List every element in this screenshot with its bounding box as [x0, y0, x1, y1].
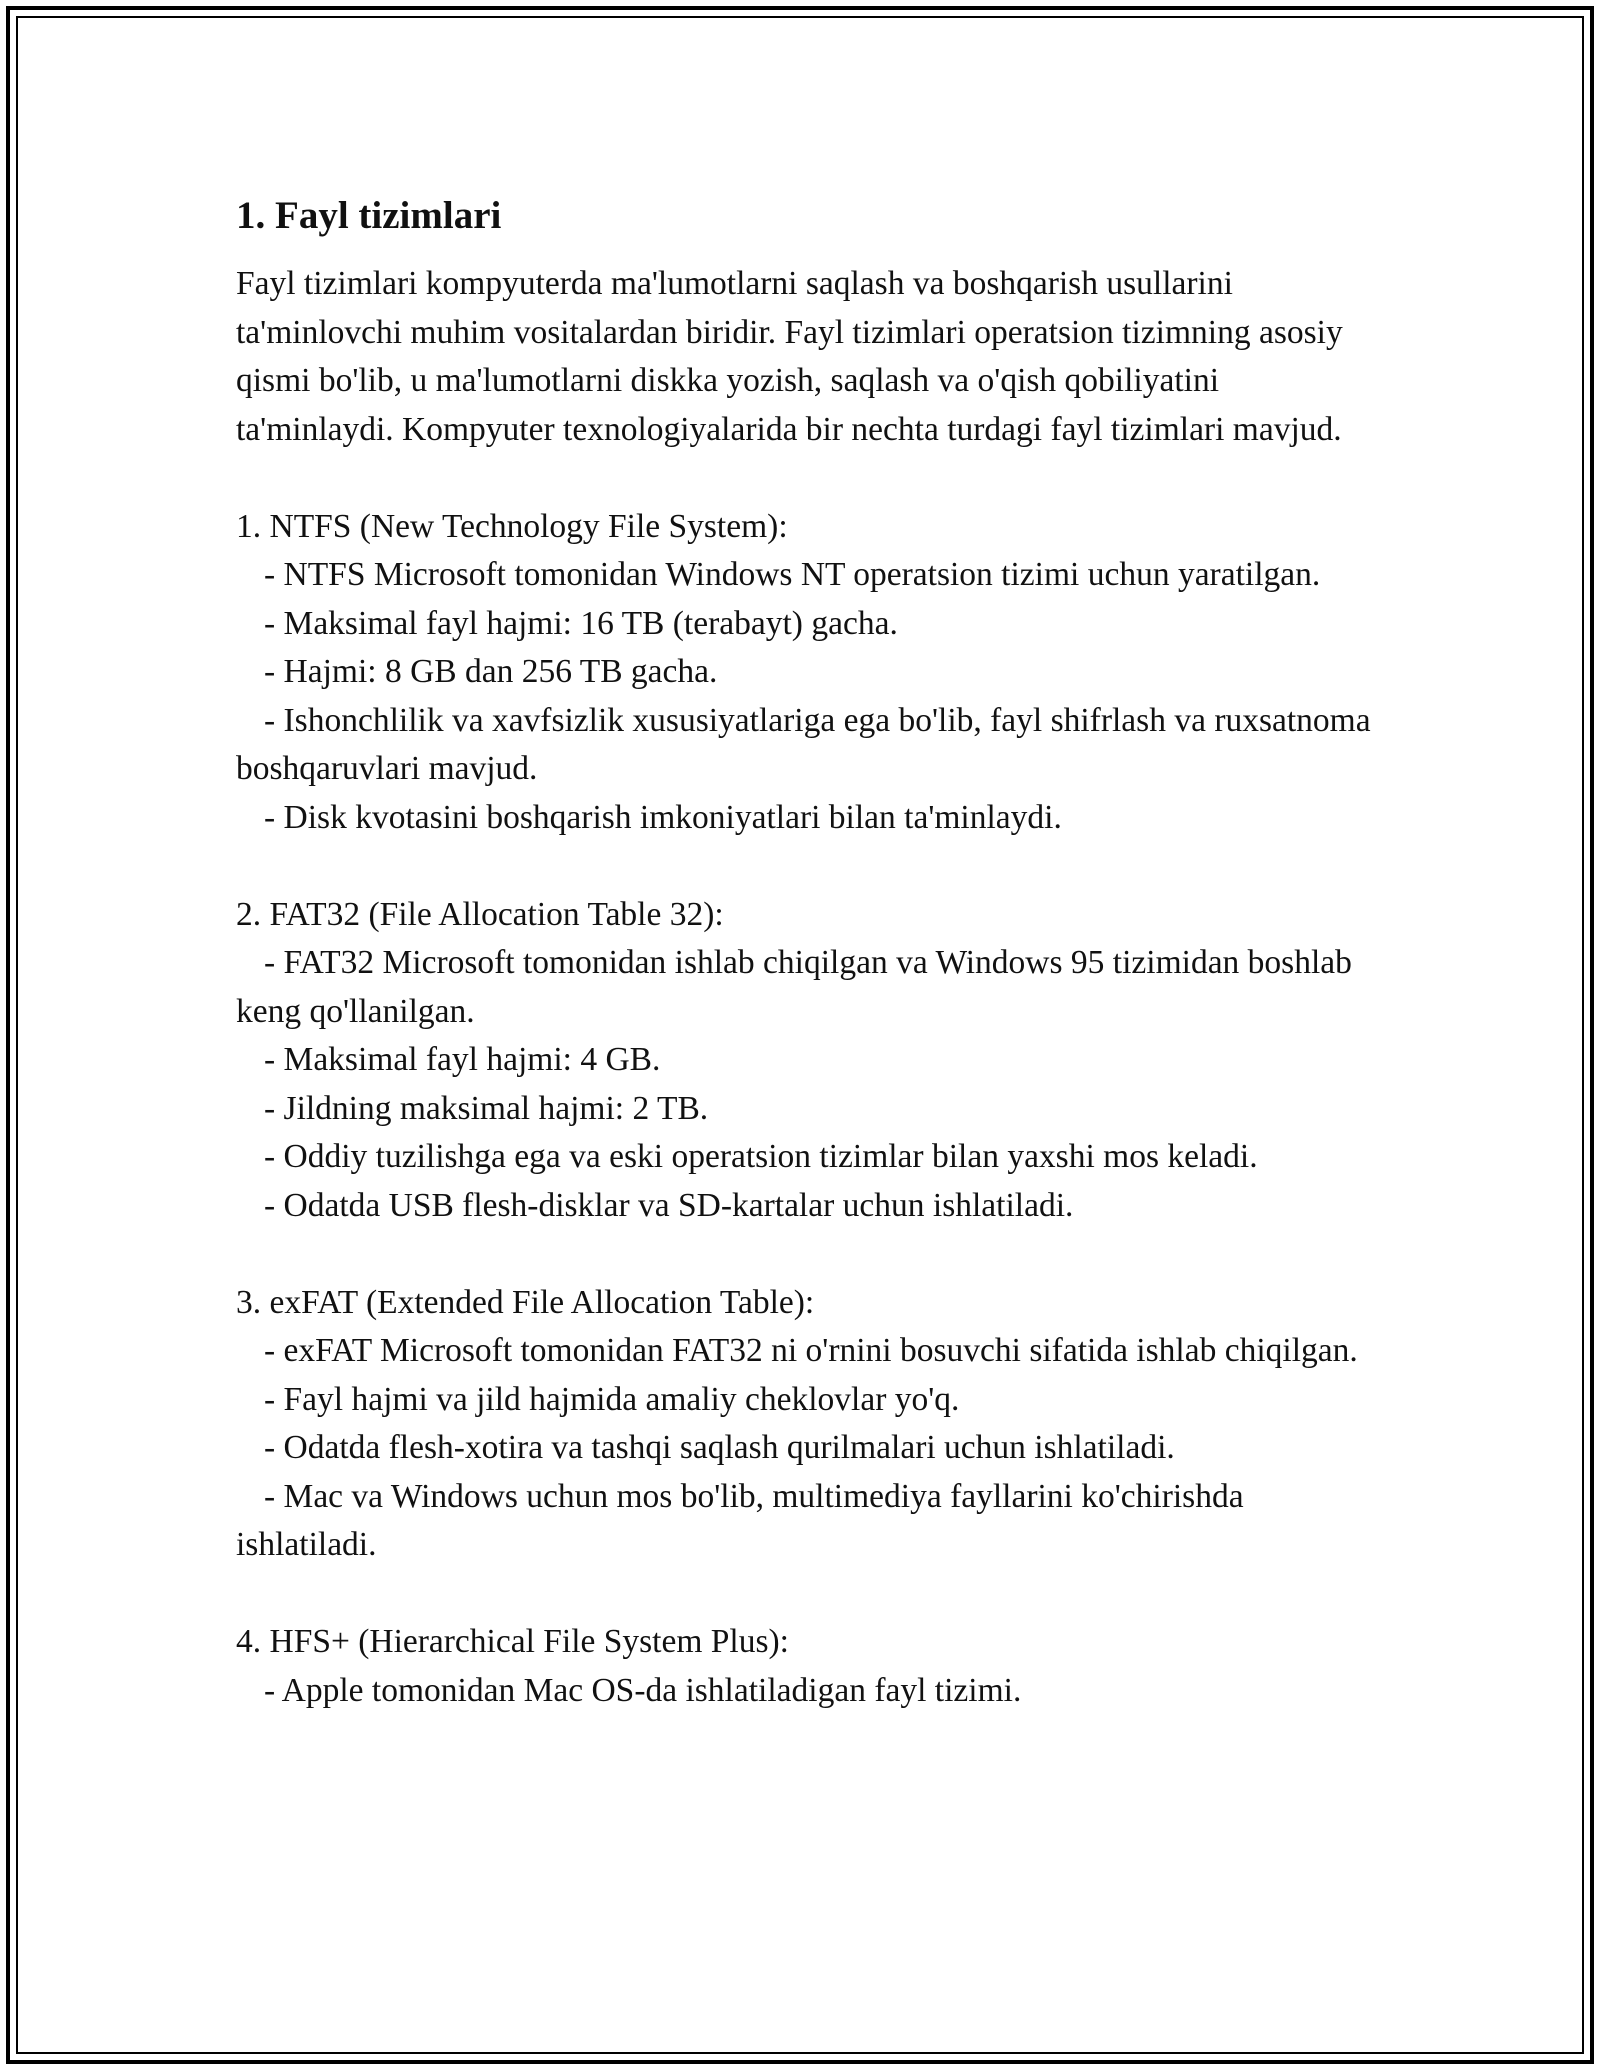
list-item: - Maksimal fayl hajmi: 4 GB. — [264, 1041, 661, 1078]
list-item: - Fayl hajmi va jild hajmida amaliy cheklovlar yo'q. — [264, 1380, 960, 1418]
intro-paragraph: Fayl tizimlari kompyuterda ma'lumotlarni saqlash va boshqarish usullarini ta'minlovchi muhim vositalardan biridir. Fayl tizimlari operatsion tizimning asosiy qismi bo'lib, u ma'lumotlarni diskka yozish, saqlash va o'qish qobiliyatini ta'minlaydi. Kompyuter texnologiyalarida bir nechta turdagi fayl tizimlari mavjud. — [236, 265, 1343, 448]
section-fat32 — [236, 891, 1376, 1231]
list-item: - Disk kvotasini boshqarish imkoniyatlari bilan ta'minlaydi. — [264, 798, 1062, 836]
list-item: - Mac va Windows uchun mos bo'lib, multimediya fayllarini ko'chirishda ishlatiladi. — [236, 1477, 1244, 1563]
list-item: - Ishonchlilik va xavfsizlik xususiyatlariga ega bo'lib, fayl shifrlash va ruxsatnoma boshqaruvlari mavjud. — [236, 701, 1371, 787]
list-item: - NTFS Microsoft tomonidan Windows NT operatsion tizimi uchun yaratilgan. — [264, 556, 1321, 593]
list-item: - Oddiy tuzilishga ega va eski operatsion tizimlar bilan yaxshi mos keladi. — [264, 1138, 1258, 1175]
list-item: - Maksimal fayl hajmi: 16 TB (terabayt) gacha. — [264, 604, 898, 642]
list-item: - Odatda USB flesh-disklar va SD-kartalar uchun ishlatiladi. — [264, 1186, 1074, 1224]
document-body — [236, 188, 1376, 1715]
list-item: - Jildning maksimal hajmi: 2 TB. — [264, 1089, 709, 1127]
section-exfat — [236, 1279, 1376, 1570]
list-item: - exFAT Microsoft tomonidan FAT32 ni o'rnini bosuvchi sifatida ishlab chiqilgan. — [264, 1332, 1358, 1369]
section-hfs-plus — [236, 1618, 1376, 1715]
list-item: - Hajmi: 8 GB dan 256 TB gacha. — [264, 653, 718, 690]
list-item: - FAT32 Microsoft tomonidan ishlab chiqilgan va Windows 95 tizimidan boshlab keng qo'llanilgan. — [236, 944, 1352, 1030]
list-item: - Odatda flesh-xotira va tashqi saqlash qurilmalari uchun ishlatiladi. — [264, 1429, 1175, 1466]
page-title: 1. Fayl tizimlari — [236, 194, 502, 237]
section-heading: 4. HFS+ (Hierarchical File System Plus): — [236, 1623, 789, 1660]
section-heading: 3. exFAT (Extended File Allocation Table): — [236, 1283, 815, 1321]
section-heading: 1. NTFS (New Technology File System): — [236, 507, 788, 545]
section-heading: 2. FAT32 (File Allocation Table 32): — [236, 895, 724, 933]
section-ntfs — [236, 503, 1376, 843]
list-item: - Apple tomonidan Mac OS-da ishlatiladigan fayl tizimi. — [264, 1671, 1022, 1709]
